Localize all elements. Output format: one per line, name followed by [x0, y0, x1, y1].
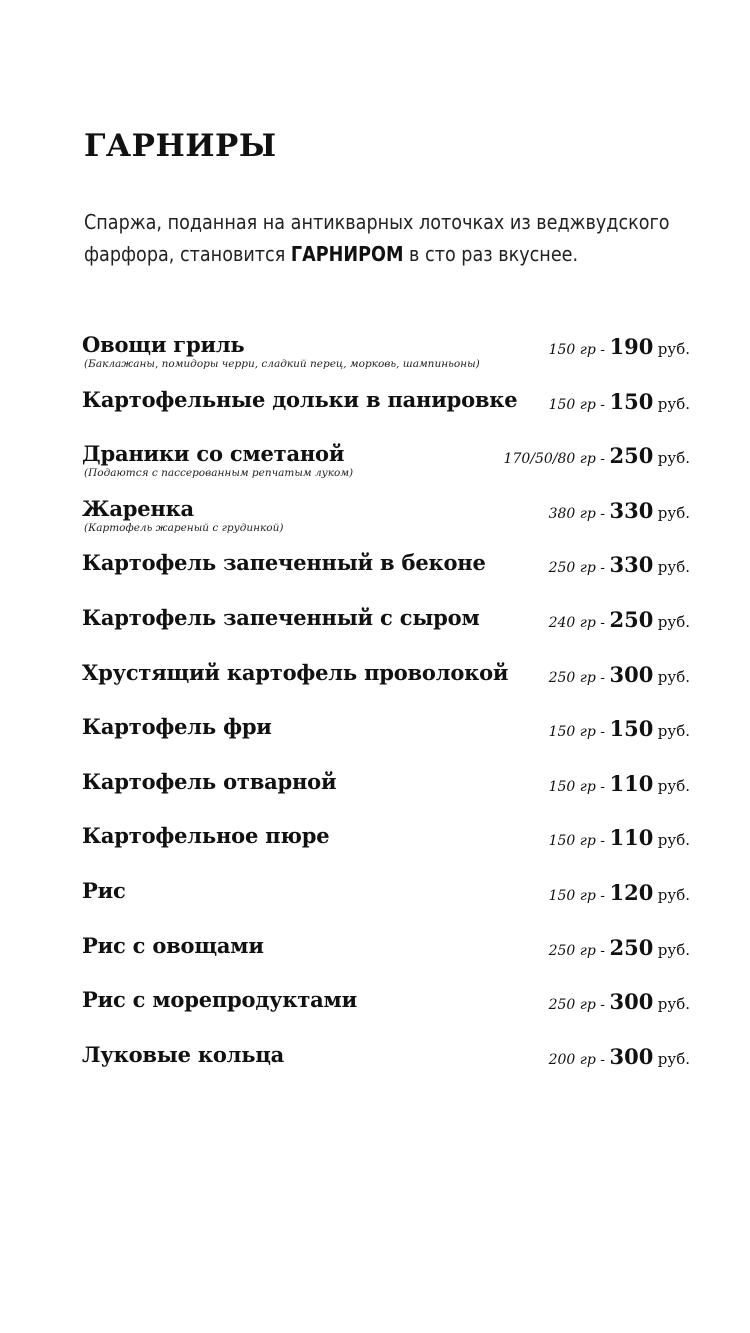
- intro-line-1: Спаржа, поданная на антикварных лоточках из веджвудского: [84, 210, 670, 234]
- menu-item: [82, 823, 690, 877]
- menu-item-price: [549, 552, 690, 577]
- menu-item-weight: 150 гр: [548, 342, 596, 358]
- menu-item-amount: 300: [609, 1043, 654, 1069]
- menu-item-amount: 150: [609, 716, 654, 742]
- menu-item-currency: руб.: [657, 1049, 690, 1068]
- menu-item: [82, 496, 690, 550]
- price-separator: -: [600, 615, 606, 631]
- price-separator: -: [600, 1051, 606, 1068]
- menu-item-weight: 150 гр: [548, 778, 596, 795]
- menu-item-weight: 150 гр: [548, 833, 596, 850]
- menu-item-amount: 250: [609, 607, 654, 632]
- intro-highlight: ГАРНИРОМ: [290, 242, 404, 266]
- menu-item-weight: 150 гр: [548, 888, 596, 904]
- price-separator: -: [600, 833, 606, 850]
- menu-item-name: Картофель запеченный с сыром: [82, 605, 480, 630]
- menu-item-currency: руб.: [657, 613, 690, 631]
- menu-item-amount: 330: [609, 497, 654, 523]
- menu-item: [82, 605, 690, 659]
- menu-item-currency: руб.: [657, 449, 690, 468]
- menu-item-currency: руб.: [657, 831, 690, 850]
- menu-item-currency: руб.: [657, 995, 690, 1014]
- menu-item-price: [549, 989, 690, 1014]
- menu-item-price: [549, 771, 690, 796]
- menu-item: [82, 933, 690, 987]
- menu-item-price: [549, 825, 690, 850]
- menu-item: [82, 441, 690, 495]
- menu-item-name: Луковые кольца: [82, 1041, 285, 1067]
- menu-item-name: Картофель запеченный в беконе: [82, 550, 486, 576]
- price-separator: -: [600, 997, 606, 1014]
- menu-item-price: [549, 880, 690, 905]
- menu-item-name: Драники со сметаной: [82, 441, 345, 467]
- menu-item-amount: 110: [609, 825, 654, 851]
- menu-item-weight: 250 гр: [548, 669, 596, 686]
- menu-item-price: [549, 716, 690, 741]
- menu-item-currency: руб.: [657, 776, 690, 795]
- price-separator: -: [600, 560, 606, 577]
- menu-item-amount: 150: [609, 388, 654, 414]
- intro-line-2-start: фарфора, становится: [84, 242, 291, 266]
- menu-item: [82, 714, 690, 768]
- menu-item-name: Рис с морепродуктами: [82, 987, 357, 1013]
- menu-item-currency: руб.: [657, 558, 690, 577]
- price-separator: -: [600, 451, 606, 468]
- menu-item: [82, 387, 690, 441]
- price-separator: -: [600, 724, 606, 741]
- menu-item-weight: 380 гр: [548, 505, 596, 522]
- menu-item-name: Рис с овощами: [82, 932, 264, 958]
- menu-item-amount: 190: [609, 334, 654, 359]
- menu-item-name: Жаренка: [82, 495, 194, 521]
- price-separator: -: [600, 778, 606, 795]
- menu-item-description: (Баклажаны, помидоры черри, сладкий перец, морковь, шампиньоны): [84, 358, 480, 370]
- menu-item-weight: 170/50/80 гр: [503, 451, 596, 468]
- price-separator: -: [600, 396, 606, 413]
- menu-item-weight: 200 гр: [548, 1051, 596, 1068]
- menu-item-name: Рис: [82, 878, 126, 903]
- menu-item: [82, 332, 690, 386]
- price-separator: -: [600, 505, 606, 522]
- price-separator: -: [600, 942, 606, 959]
- menu-item: [82, 878, 690, 932]
- menu-item-name: Хрустящий картофель проволокой: [82, 659, 509, 685]
- menu-item-currency: руб.: [657, 394, 690, 413]
- menu-item: [82, 660, 690, 714]
- menu-item-weight: 240 гр: [548, 615, 596, 631]
- price-separator: -: [600, 342, 606, 358]
- menu-item-amount: 330: [609, 552, 654, 578]
- menu-item-name: Картофельные дольки в панировке: [82, 386, 518, 412]
- price-separator: -: [600, 888, 606, 904]
- menu-item-amount: 120: [609, 880, 654, 905]
- menu-item-currency: руб.: [657, 667, 690, 686]
- intro-line-2-end: в сто раз вкуснее.: [403, 242, 579, 266]
- menu-item-name: Овощи гриль: [82, 332, 245, 357]
- menu-item: [82, 1042, 690, 1096]
- menu-item-amount: 300: [609, 661, 654, 687]
- menu-item-weight: 250 гр: [548, 942, 596, 959]
- page-title: ГАРНИРЫ: [84, 128, 277, 164]
- menu-item-price: [549, 334, 690, 359]
- menu-item-weight: 250 гр: [548, 997, 596, 1014]
- menu-item-amount: 110: [609, 770, 654, 796]
- menu-item-amount: 250: [609, 443, 654, 469]
- menu-item-currency: руб.: [657, 940, 690, 959]
- menu-item-weight: 150 гр: [548, 396, 596, 413]
- menu-item: [82, 769, 690, 823]
- menu-item-price: [549, 662, 690, 687]
- menu-item-price: [504, 443, 690, 468]
- menu-item-amount: 300: [609, 989, 654, 1015]
- menu-item-currency: руб.: [657, 722, 690, 741]
- menu-item-name: Картофельное пюре: [82, 823, 330, 849]
- menu-item-price: [549, 389, 690, 414]
- menu-item: [82, 987, 690, 1041]
- menu-item-amount: 250: [609, 934, 654, 960]
- menu-item-description: (Подаются с пассерованным репчатым луком): [84, 467, 354, 480]
- menu-item-description: (Картофель жареный с грудинкой): [84, 521, 284, 534]
- price-separator: -: [600, 669, 606, 686]
- menu-item-currency: руб.: [657, 503, 690, 522]
- menu-item-price: [549, 607, 690, 632]
- menu-item-name: Картофель фри: [82, 714, 272, 740]
- menu-item-name: Картофель отварной: [82, 768, 337, 794]
- menu-item-price: [549, 498, 690, 523]
- menu-item-price: [549, 935, 690, 960]
- menu-item-price: [549, 1044, 690, 1069]
- menu-item: [82, 550, 690, 604]
- menu-item-currency: руб.: [657, 886, 690, 904]
- menu-item-weight: 150 гр: [548, 724, 596, 741]
- menu-item-currency: руб.: [657, 340, 690, 358]
- menu-item-weight: 250 гр: [548, 560, 596, 577]
